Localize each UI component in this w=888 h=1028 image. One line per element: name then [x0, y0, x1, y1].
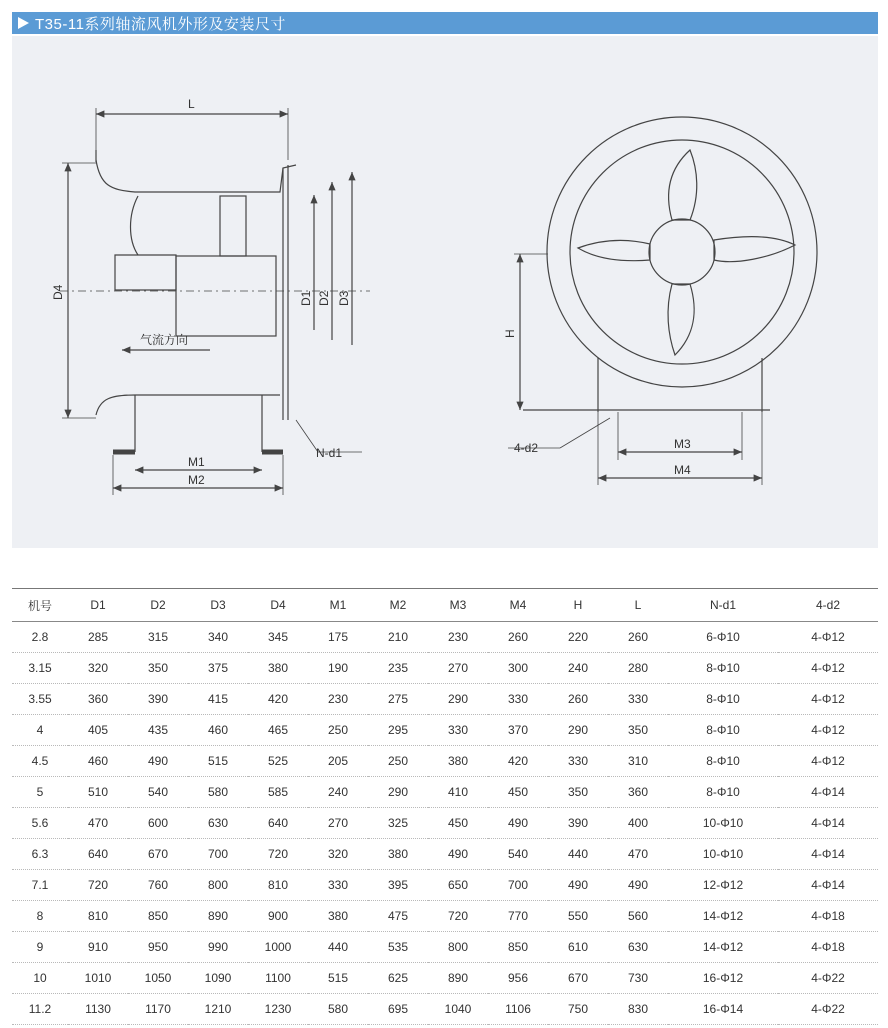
table-row	[12, 808, 878, 839]
table-cell: 315	[128, 622, 188, 653]
triangle-arrow-icon	[18, 17, 29, 29]
table-cell: 230	[428, 622, 488, 653]
table-cell: 4	[12, 715, 68, 746]
table-cell: 470	[608, 839, 668, 870]
table-cell: 380	[308, 901, 368, 932]
table-row	[12, 746, 878, 777]
table-cell: 8-Φ10	[668, 777, 778, 808]
table-cell: 330	[548, 746, 608, 777]
table-cell: 850	[488, 932, 548, 963]
technical-drawing-panel	[12, 36, 878, 548]
table-cell: 330	[488, 684, 548, 715]
table-header-cell: D2	[128, 589, 188, 622]
table-cell: 465	[248, 715, 308, 746]
table-cell: 540	[128, 777, 188, 808]
table-cell: 270	[308, 808, 368, 839]
section-header	[12, 12, 878, 34]
table-cell: 470	[68, 808, 128, 839]
table-cell: 1010	[68, 963, 128, 994]
table-cell: 4-Φ12	[778, 684, 878, 715]
table-cell: 720	[248, 839, 308, 870]
table-cell: 310	[608, 746, 668, 777]
table-cell: 1210	[188, 994, 248, 1025]
table-cell: 950	[128, 932, 188, 963]
table-cell: 630	[608, 932, 668, 963]
table-cell: 650	[428, 870, 488, 901]
table-cell: 410	[428, 777, 488, 808]
table-row	[12, 622, 878, 653]
label-4-d2: 4-d2	[514, 441, 539, 455]
table-cell: 230	[308, 684, 368, 715]
table-cell: 490	[488, 808, 548, 839]
table-header-row	[12, 589, 878, 622]
table-row	[12, 932, 878, 963]
table-cell: 375	[188, 653, 248, 684]
table-cell: 405	[68, 715, 128, 746]
table-cell: 4-Φ14	[778, 839, 878, 870]
table-cell: 16-Φ14	[668, 994, 778, 1025]
table-cell: 730	[608, 963, 668, 994]
table-cell: 515	[308, 963, 368, 994]
table-cell: 890	[188, 901, 248, 932]
table-cell: 395	[368, 870, 428, 901]
table-cell: 210	[368, 622, 428, 653]
table-cell: 750	[548, 994, 608, 1025]
table-cell: 1040	[428, 994, 488, 1025]
label-D1: D1	[299, 290, 313, 306]
table-cell: 6.3	[12, 839, 68, 870]
table-cell: 205	[308, 746, 368, 777]
table-cell: 890	[428, 963, 488, 994]
table-header-cell: M2	[368, 589, 428, 622]
table-row	[12, 901, 878, 932]
table-cell: 11.2	[12, 994, 68, 1025]
table-cell: 700	[488, 870, 548, 901]
table-header-cell: D3	[188, 589, 248, 622]
table-cell: 190	[308, 653, 368, 684]
table-header-cell: 4-d2	[778, 589, 878, 622]
table-cell: 450	[428, 808, 488, 839]
table-cell: 175	[308, 622, 368, 653]
table-cell: 720	[68, 870, 128, 901]
table-body	[12, 622, 878, 1025]
table-row	[12, 653, 878, 684]
table-cell: 10	[12, 963, 68, 994]
table-cell: 320	[68, 653, 128, 684]
table-cell: 600	[128, 808, 188, 839]
table-cell: 800	[188, 870, 248, 901]
table-cell: 585	[248, 777, 308, 808]
label-D4: D4	[51, 284, 65, 300]
table-header-cell: M4	[488, 589, 548, 622]
dimension-spec-table	[12, 588, 878, 1025]
label-D2: D2	[317, 290, 331, 306]
table-cell: 490	[548, 870, 608, 901]
table-cell: 800	[428, 932, 488, 963]
table-cell: 12-Φ12	[668, 870, 778, 901]
table-cell: 515	[188, 746, 248, 777]
table-cell: 460	[68, 746, 128, 777]
table-cell: 10-Φ10	[668, 808, 778, 839]
table-cell: 350	[608, 715, 668, 746]
table-cell: 7.1	[12, 870, 68, 901]
table-cell: 4-Φ18	[778, 901, 878, 932]
table-header-cell: N-d1	[668, 589, 778, 622]
table-cell: 580	[188, 777, 248, 808]
table-row	[12, 870, 878, 901]
table-header-cell: D4	[248, 589, 308, 622]
table-row	[12, 839, 878, 870]
table-cell: 8-Φ10	[668, 715, 778, 746]
table-cell: 9	[12, 932, 68, 963]
table-cell: 370	[488, 715, 548, 746]
label-D3: D3	[337, 290, 351, 306]
table-cell: 4-Φ18	[778, 932, 878, 963]
table-cell: 810	[68, 901, 128, 932]
table-cell: 4-Φ14	[778, 870, 878, 901]
table-cell: 6-Φ10	[668, 622, 778, 653]
table-cell: 560	[608, 901, 668, 932]
table-cell: 250	[368, 746, 428, 777]
label-L: L	[188, 97, 195, 111]
table-cell: 4.5	[12, 746, 68, 777]
table-cell: 700	[188, 839, 248, 870]
table-cell: 440	[548, 839, 608, 870]
table-cell: 390	[548, 808, 608, 839]
table-cell: 4-Φ22	[778, 994, 878, 1025]
label-M2: M2	[188, 473, 205, 487]
table-cell: 340	[188, 622, 248, 653]
table-row	[12, 715, 878, 746]
table-cell: 400	[608, 808, 668, 839]
table-cell: 760	[128, 870, 188, 901]
table-cell: 4-Φ22	[778, 963, 878, 994]
table-cell: 4-Φ12	[778, 746, 878, 777]
table-cell: 295	[368, 715, 428, 746]
table-cell: 625	[368, 963, 428, 994]
table-cell: 415	[188, 684, 248, 715]
table-cell: 330	[308, 870, 368, 901]
label-N-d1: N-d1	[316, 446, 343, 460]
table-row	[12, 777, 878, 808]
table-header-cell: M3	[428, 589, 488, 622]
table-row	[12, 684, 878, 715]
table-cell: 990	[188, 932, 248, 963]
table-cell: 695	[368, 994, 428, 1025]
table-cell: 2.8	[12, 622, 68, 653]
section-title: T35-11系列轴流风机外形及安装尺寸	[35, 15, 286, 33]
table-cell: 4-Φ12	[778, 622, 878, 653]
table-cell: 8	[12, 901, 68, 932]
table-cell: 380	[368, 839, 428, 870]
table-cell: 830	[608, 994, 668, 1025]
table-cell: 260	[548, 684, 608, 715]
table-cell: 320	[308, 839, 368, 870]
table-cell: 390	[128, 684, 188, 715]
table-cell: 290	[368, 777, 428, 808]
label-H: H	[503, 329, 517, 338]
table-cell: 325	[368, 808, 428, 839]
table-cell: 610	[548, 932, 608, 963]
table-cell: 510	[68, 777, 128, 808]
table-cell: 550	[548, 901, 608, 932]
table-cell: 525	[248, 746, 308, 777]
table-cell: 1170	[128, 994, 188, 1025]
table-cell: 4-Φ14	[778, 808, 878, 839]
table-cell: 360	[68, 684, 128, 715]
table-cell: 5.6	[12, 808, 68, 839]
table-cell: 640	[248, 808, 308, 839]
table-cell: 420	[488, 746, 548, 777]
table-cell: 5	[12, 777, 68, 808]
table-cell: 490	[428, 839, 488, 870]
table-cell: 420	[248, 684, 308, 715]
table-cell: 380	[248, 653, 308, 684]
table-cell: 435	[128, 715, 188, 746]
table-cell: 300	[488, 653, 548, 684]
front-view	[508, 117, 817, 485]
table-cell: 3.55	[12, 684, 68, 715]
table-cell: 290	[428, 684, 488, 715]
table-cell: 280	[608, 653, 668, 684]
table-cell: 260	[608, 622, 668, 653]
table-cell: 240	[308, 777, 368, 808]
table-cell: 630	[188, 808, 248, 839]
table-cell: 1050	[128, 963, 188, 994]
table-cell: 670	[128, 839, 188, 870]
table-cell: 670	[548, 963, 608, 994]
table-cell: 720	[428, 901, 488, 932]
table-cell: 350	[128, 653, 188, 684]
table-header-cell: L	[608, 589, 668, 622]
table-cell: 275	[368, 684, 428, 715]
table-header-cell: H	[548, 589, 608, 622]
table-cell: 10-Φ10	[668, 839, 778, 870]
table-cell: 345	[248, 622, 308, 653]
table-cell: 350	[548, 777, 608, 808]
table-cell: 16-Φ12	[668, 963, 778, 994]
label-airflow-direction: 气流方向	[140, 333, 189, 347]
table-row	[12, 994, 878, 1025]
table-cell: 770	[488, 901, 548, 932]
table-cell: 330	[428, 715, 488, 746]
table-cell: 810	[248, 870, 308, 901]
table-cell: 4-Φ14	[778, 777, 878, 808]
table-header-cell: D1	[68, 589, 128, 622]
table-cell: 3.15	[12, 653, 68, 684]
table-cell: 1100	[248, 963, 308, 994]
table-cell: 1230	[248, 994, 308, 1025]
table-cell: 220	[548, 622, 608, 653]
table-cell: 535	[368, 932, 428, 963]
table-cell: 490	[128, 746, 188, 777]
table-cell: 360	[608, 777, 668, 808]
table-cell: 1130	[68, 994, 128, 1025]
label-M3: M3	[674, 437, 691, 451]
table-cell: 270	[428, 653, 488, 684]
table-cell: 14-Φ12	[668, 901, 778, 932]
table-cell: 580	[308, 994, 368, 1025]
table-cell: 285	[68, 622, 128, 653]
table-cell: 240	[548, 653, 608, 684]
table-cell: 956	[488, 963, 548, 994]
table-cell: 235	[368, 653, 428, 684]
table-cell: 1090	[188, 963, 248, 994]
table-cell: 250	[308, 715, 368, 746]
table-cell: 4-Φ12	[778, 653, 878, 684]
label-M4: M4	[674, 463, 691, 477]
table-cell: 475	[368, 901, 428, 932]
table-cell: 8-Φ10	[668, 746, 778, 777]
table-cell: 330	[608, 684, 668, 715]
table-cell: 4-Φ12	[778, 715, 878, 746]
table-cell: 1106	[488, 994, 548, 1025]
table-cell: 900	[248, 901, 308, 932]
table-cell: 460	[188, 715, 248, 746]
table-cell: 850	[128, 901, 188, 932]
table-cell: 260	[488, 622, 548, 653]
table-cell: 440	[308, 932, 368, 963]
table-cell: 14-Φ12	[668, 932, 778, 963]
table-cell: 540	[488, 839, 548, 870]
fan-dimension-drawing	[12, 36, 878, 548]
table-row	[12, 963, 878, 994]
table-cell: 380	[428, 746, 488, 777]
table-cell: 450	[488, 777, 548, 808]
table-cell: 910	[68, 932, 128, 963]
table-cell: 8-Φ10	[668, 653, 778, 684]
table-cell: 290	[548, 715, 608, 746]
table-cell: 490	[608, 870, 668, 901]
table-header-cell: 机号	[12, 589, 68, 622]
label-M1: M1	[188, 455, 205, 469]
table-cell: 1000	[248, 932, 308, 963]
table-cell: 640	[68, 839, 128, 870]
table-cell: 8-Φ10	[668, 684, 778, 715]
table-header-cell: M1	[308, 589, 368, 622]
